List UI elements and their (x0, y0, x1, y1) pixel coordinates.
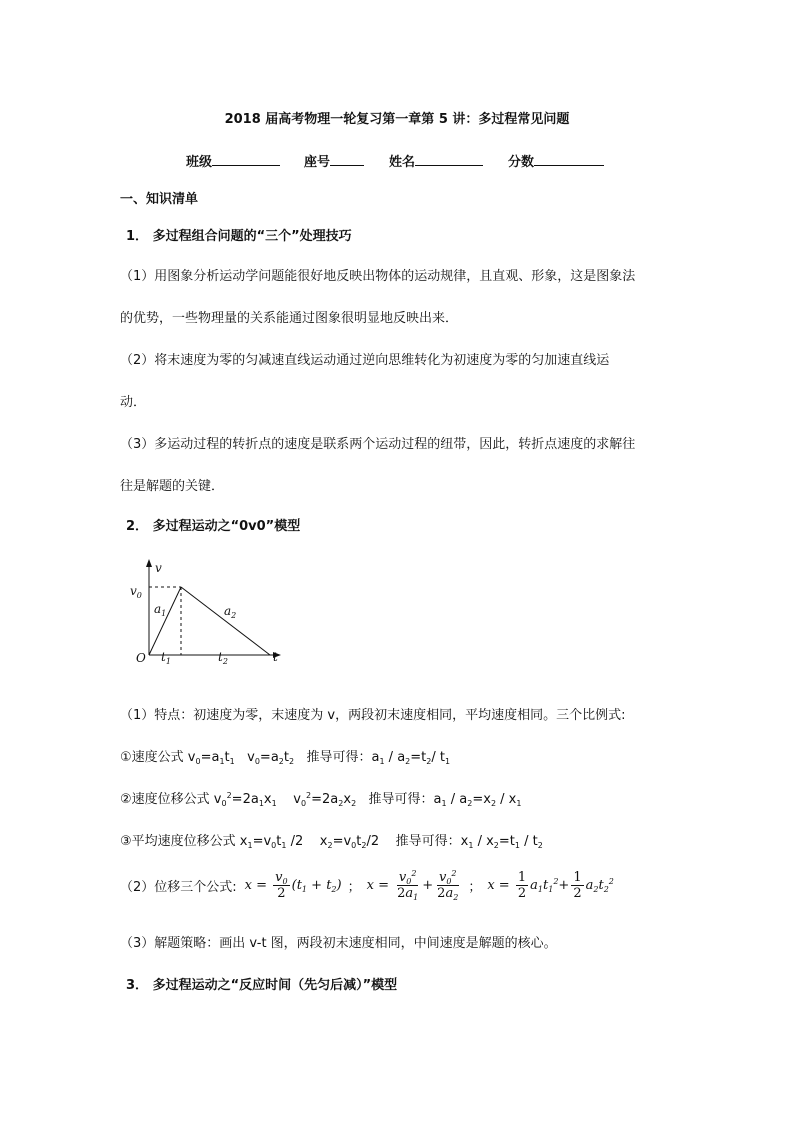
origin-label: O (136, 651, 146, 665)
t-axis-label: t (273, 650, 278, 664)
t1-label: $t_1$ (161, 650, 171, 666)
paragraph-text: （1）特点：初速度为零，末速度为 v，两段初末速度相同，平均速度相同。三个比例式: (120, 708, 626, 723)
t2-label: $t_2$ (218, 650, 228, 666)
paragraph-text: （1）用图象分析运动学问题能很好地反映出物体的运动规律，且直观、形象，这是图象法 (120, 269, 636, 284)
paragraph-text: （3）多运动过程的转折点的速度是联系两个运动过程的纽带，因此，转折点速度的求解往 (120, 437, 636, 452)
velocity-displacement-formula: ②速度位移公式 $v_0^2=2a_1x_1$ $v_0^2=2a_2x_2$ 推导可得：$a_1 / a_2=x_2 / x_1$ (120, 791, 522, 808)
v0-label: $v_0$ (130, 584, 142, 600)
v-axis-label: v (155, 561, 162, 575)
class-field[interactable] (186, 151, 280, 170)
displacement-formulas: （2）位移三个公式: x = $\frac{v_0}{2}$ $(t_1 + t_2)$ ； x = $\frac{v_0^2}{2a_1}$ + $\frac{v_0^2}{2a_2}$ ； x = $\frac{1}{2}$ $a_1t_1^2+$ $\frac{1}{2}$ $a_2t_2^2$ (120, 868, 614, 902)
decel-line (181, 587, 270, 655)
item3-heading: 3． 多过程运动之“反应时间（先匀后减）”模型 (126, 978, 398, 993)
score-field[interactable] (508, 151, 604, 170)
score-blank[interactable] (534, 151, 604, 166)
name-field[interactable] (389, 151, 483, 170)
page-title: 2018 届高考物理一轮复习第一章第 5 讲：多过程常见问题 (224, 112, 570, 127)
item1-heading: 1． 多过程组合问题的“三个”处理技巧 (126, 229, 352, 244)
displacement-formula-1: x = $\frac{v_0}{2}$ $(t_1 + t_2)$ (244, 869, 342, 901)
y-arrow (146, 559, 152, 567)
class-label: 班级 (186, 155, 213, 170)
section-heading: 一、知识清单 (120, 192, 199, 207)
seat-label: 座号 (304, 155, 331, 170)
accel-line (149, 587, 181, 655)
paragraph-text: （3）解题策略：画出 v-t 图，两段初末速度相同，中间速度是解题的核心。 (120, 936, 557, 951)
velocity-formula: ①速度公式 $v_0=a_1t_1$ $v_0=a_2t_2$ 推导可得：$a_1 / a_2=t_2/$ $t_1$ (120, 750, 451, 766)
seat-field[interactable] (304, 151, 364, 170)
item2-heading: 2． 多过程运动之“0v0”模型 (126, 519, 301, 534)
score-label: 分数 (508, 155, 535, 170)
paragraph-text: 的优势，一些物理量的关系能通过图象很明显地反映出来． (120, 311, 459, 326)
class-blank[interactable] (212, 151, 280, 166)
displacement-formula-3: x = $\frac{1}{2}$ $a_1t_1^2+$ $\frac{1}{2}$ $a_2t_2^2$ (487, 869, 614, 901)
vt-graph (125, 555, 290, 670)
a2-label: $a_2$ (224, 604, 237, 620)
displacement-formula-2: x = $\frac{v_0^2}{2a_1}$ + $\frac{v_0^2}{2a_2}$ (366, 868, 459, 902)
a1-label: $a_1$ (154, 602, 167, 618)
name-label: 姓名 (389, 155, 416, 170)
seat-blank[interactable] (330, 151, 364, 166)
average-velocity-formula: ③平均速度位移公式 $x_1=v_0t_1$ /2 $x_2=v_0t_2/2$ 推导可得：$x_1 / x_2=t_1 / t_2$ (120, 834, 543, 850)
paragraph-text: 往是解题的关键． (120, 479, 225, 494)
displacement-formulas-label: （2）位移三个公式: (120, 879, 237, 895)
paragraph-text: 动． (120, 395, 147, 410)
paragraph-text: （2）将末速度为零的匀减速直线运动通过逆向思维转化为初速度为零的匀加速直线运 (120, 353, 610, 368)
name-blank[interactable] (415, 151, 483, 166)
